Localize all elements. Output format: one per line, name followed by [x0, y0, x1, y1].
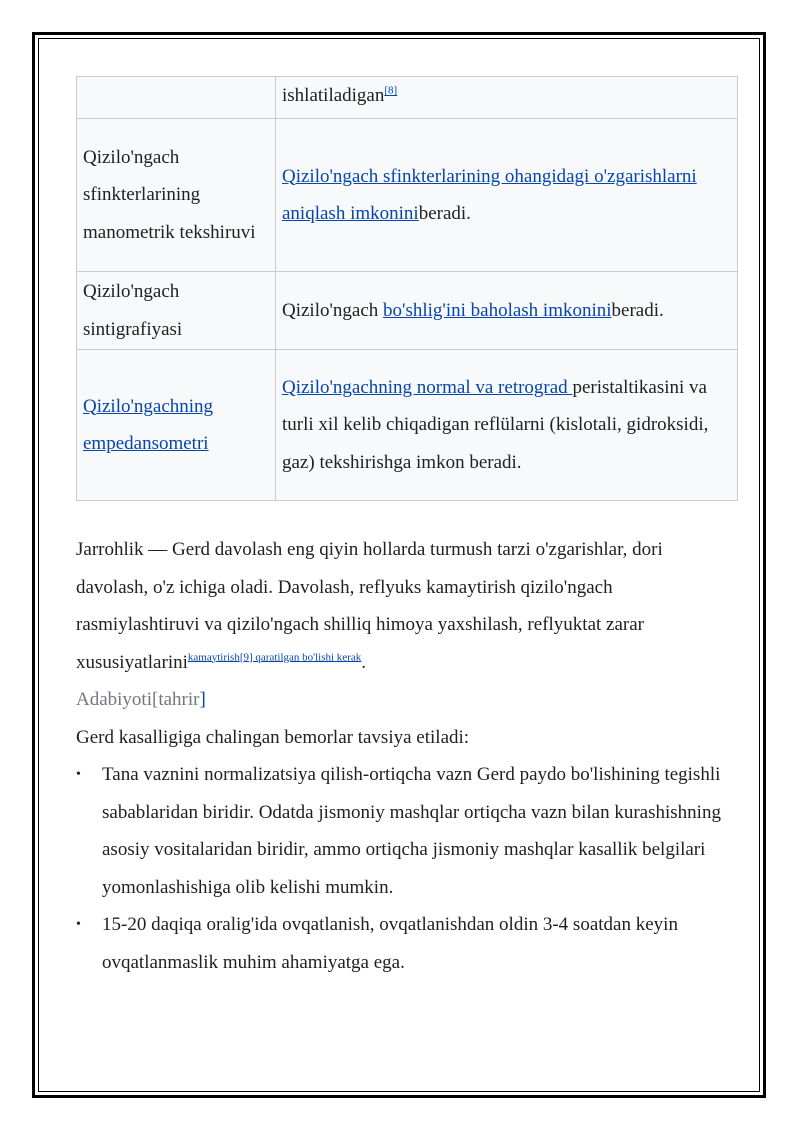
cell-text: beradi.: [611, 299, 664, 321]
table-row: [77, 350, 738, 501]
cell-text: beradi.: [418, 203, 471, 224]
table-row: [77, 272, 738, 350]
edit-label: tahrir: [158, 689, 200, 710]
description-link[interactable]: bo'shlig'ini baholash imkonini: [383, 299, 612, 321]
table-cell-description: [276, 272, 738, 350]
description-link[interactable]: Qizilo'ngach sfinkterlarining ohangidagi o'zgarishlarni aniqlash imkonini: [282, 165, 697, 224]
cell-text: Qizilo'ngach: [282, 299, 384, 321]
list-item: [76, 906, 738, 981]
recommendation-list: [76, 756, 738, 981]
table-cell-description: [276, 77, 738, 119]
paragraph-text: Jarrohlik — Gerd davolash eng qiyin hollarda turmush tarzi o'zgarishlar, dori davolash, o'z ichiga oladi. Davolash, reflyuks kamaytirish qizilo'ngach rasmiylashtiruvi va qizilo'ngach shilliq himoya yaxshilash, reflyuktat zarar xususiyatlarini: [76, 539, 663, 673]
reference-link[interactable]: kamaytirish[9] qaratilgan bo'lishi kerak: [187, 651, 362, 664]
table-cell-description: [276, 350, 738, 501]
table-cell-description: [276, 119, 738, 272]
bullet-icon: •: [76, 767, 81, 782]
edit-link[interactable]: ]: [199, 689, 206, 710]
table-cell-method: Qizilo'ngach sintigrafiyasi: [77, 272, 276, 350]
cell-text: ishlatiladigan: [282, 85, 385, 106]
surgery-paragraph: Jarrohlik — Gerd davolash eng qiyin hollarda turmush tarzi o'zgarishlar, dori davolash, o'z ichiga oladi. Davolash, reflyuks kamaytirish qizilo'ngach rasmiylashtiruvi va qizilo'ngach shilliq himoya yaxshilash, reflyuktat zarar xususiyatlarini$^{kamaytirish[9] qaratilgan bo'lishi kerak}$.: [76, 539, 663, 673]
description-link[interactable]: Qizilo'ngachning normal va retrograd: [282, 376, 573, 398]
diagnostics-table: [76, 76, 738, 501]
table-cell-method: [77, 350, 276, 501]
list-item: [76, 756, 738, 906]
table-cell-method: [77, 77, 276, 119]
table-cell-method: Qizilo'ngach sfinkterlarining manometrik tekshiruvi: [77, 119, 276, 272]
list-item-text: Tana vaznini normalizatsiya qilish-ortiqcha vazn Gerd paydo bo'lishining tegishli sabablaridan biridir. Odatda jismoniy mashqlar ortiqcha vazn bilan kurashishning asosiy vositalaridan biridir, ammo ortiqcha jismoniy mashqlar kasallik belgilari yomonlashishiga olib kelishi mumkin.: [102, 764, 721, 898]
cell-text: peristaltikasini va turli xil kelib chiqadigan reflülarni (kislotali, gidroksidi, gaz) tekshirishga imkon beradi.: [282, 376, 709, 473]
document-body: [76, 76, 738, 981]
table-row: [77, 119, 738, 272]
intro-text: Gerd kasalligiga chalingan bemorlar tavsiya etiladi:: [76, 726, 470, 748]
table-row: [77, 77, 738, 119]
reference-link[interactable]: [8]: [384, 84, 398, 97]
section-heading: Adabiyoti[tahrir]: [76, 689, 206, 710]
heading-title: Adabiyoti: [76, 689, 152, 710]
method-link[interactable]: Qizilo'ngachning empedansometri: [83, 395, 214, 454]
list-item-text: 15-20 daqiqa oralig'ida ovqatlanish, ovqatlanishdan oldin 3-4 soatdan keyin ovqatlanmaslik muhim ahamiyatga ega.: [102, 914, 678, 973]
bullet-icon: •: [76, 917, 81, 932]
